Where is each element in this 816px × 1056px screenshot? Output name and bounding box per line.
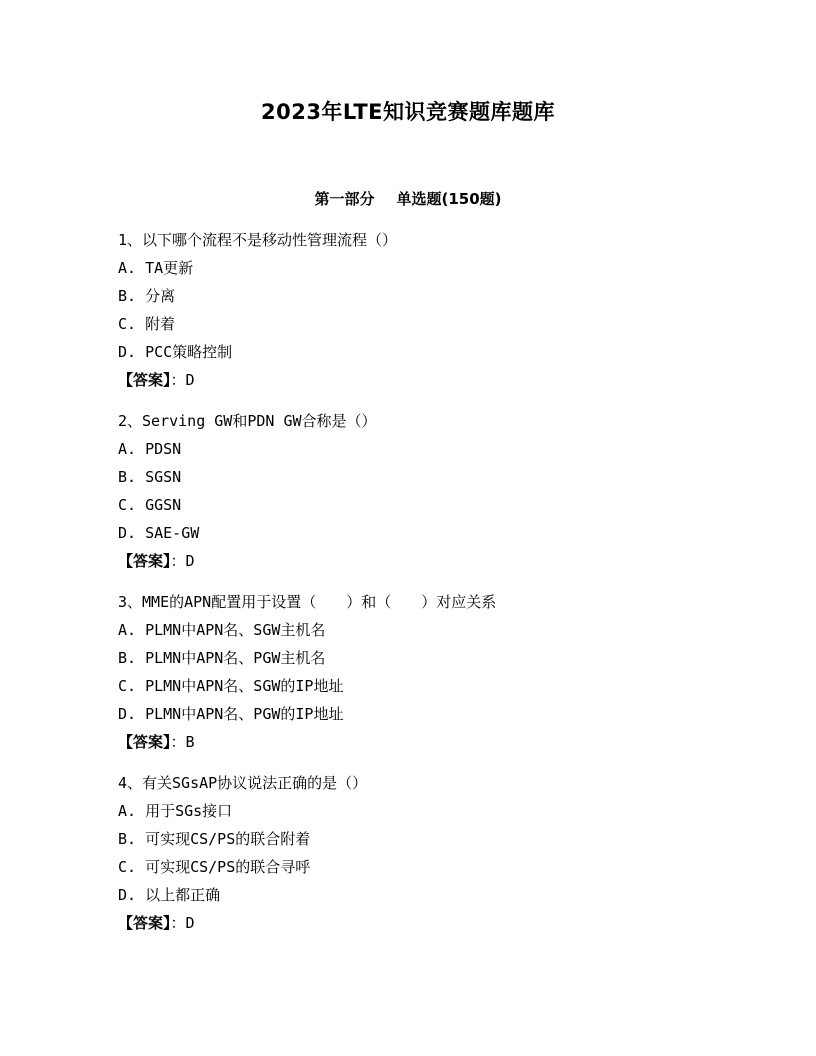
option-a: A. TA更新 xyxy=(118,259,194,277)
answer-label: 【答案】 xyxy=(118,371,171,389)
document-title: 2023年LTE知识竞赛题库题库 xyxy=(260,100,556,124)
question-stem: 1、以下哪个流程不是移动性管理流程（） xyxy=(118,231,398,249)
answer-line xyxy=(118,909,758,937)
option-b: B. SGSN xyxy=(118,468,182,486)
question-stem: 3、MME的APN配置用于设置（ ）和（ ）对应关系 xyxy=(118,593,497,611)
option-d: D. PCC策略控制 xyxy=(118,343,233,361)
question-item xyxy=(118,769,758,937)
option-b: B. 可实现CS/PS的联合附着 xyxy=(118,830,311,848)
answer-line xyxy=(118,366,758,394)
option-a: A. PDSN xyxy=(118,440,182,458)
section-name: 单选题(150题) xyxy=(396,190,502,208)
question-list xyxy=(118,226,758,950)
section-heading xyxy=(0,188,816,209)
option-c: C. PLMN中APN名、SGW的IP地址 xyxy=(118,677,344,695)
answer-value: B xyxy=(185,733,195,751)
option-c: C. 附着 xyxy=(118,315,176,333)
question-item xyxy=(118,588,758,756)
option-b: B. 分离 xyxy=(118,287,176,305)
answer-separator: ： xyxy=(170,552,186,570)
option-d: D. 以上都正确 xyxy=(118,886,221,904)
option-d: D. PLMN中APN名、PGW的IP地址 xyxy=(118,705,344,723)
answer-line xyxy=(118,547,758,575)
question-item xyxy=(118,226,758,394)
question-stem: 2、Serving GW和PDN GW合称是（） xyxy=(118,412,377,430)
answer-separator: ： xyxy=(170,733,186,751)
question-stem: 4、有关SGsAP协议说法正确的是（） xyxy=(118,774,368,792)
option-a: A. PLMN中APN名、SGW主机名 xyxy=(118,621,326,639)
answer-label: 【答案】 xyxy=(118,552,171,570)
question-item xyxy=(118,407,758,575)
answer-value: D xyxy=(185,914,195,932)
answer-line xyxy=(118,728,758,756)
option-c: C. 可实现CS/PS的联合寻呼 xyxy=(118,858,311,876)
answer-value: D xyxy=(185,552,195,570)
answer-value: D xyxy=(185,371,195,389)
option-b: B. PLMN中APN名、PGW主机名 xyxy=(118,649,326,667)
answer-label: 【答案】 xyxy=(118,914,171,932)
answer-separator: ： xyxy=(170,914,186,932)
section-part: 第一部分 xyxy=(314,190,375,208)
option-d: D. SAE-GW xyxy=(118,524,200,542)
option-c: C. GGSN xyxy=(118,496,182,514)
answer-label: 【答案】 xyxy=(118,733,171,751)
option-a: A. 用于SGs接口 xyxy=(118,802,233,820)
answer-separator: ： xyxy=(170,371,186,389)
